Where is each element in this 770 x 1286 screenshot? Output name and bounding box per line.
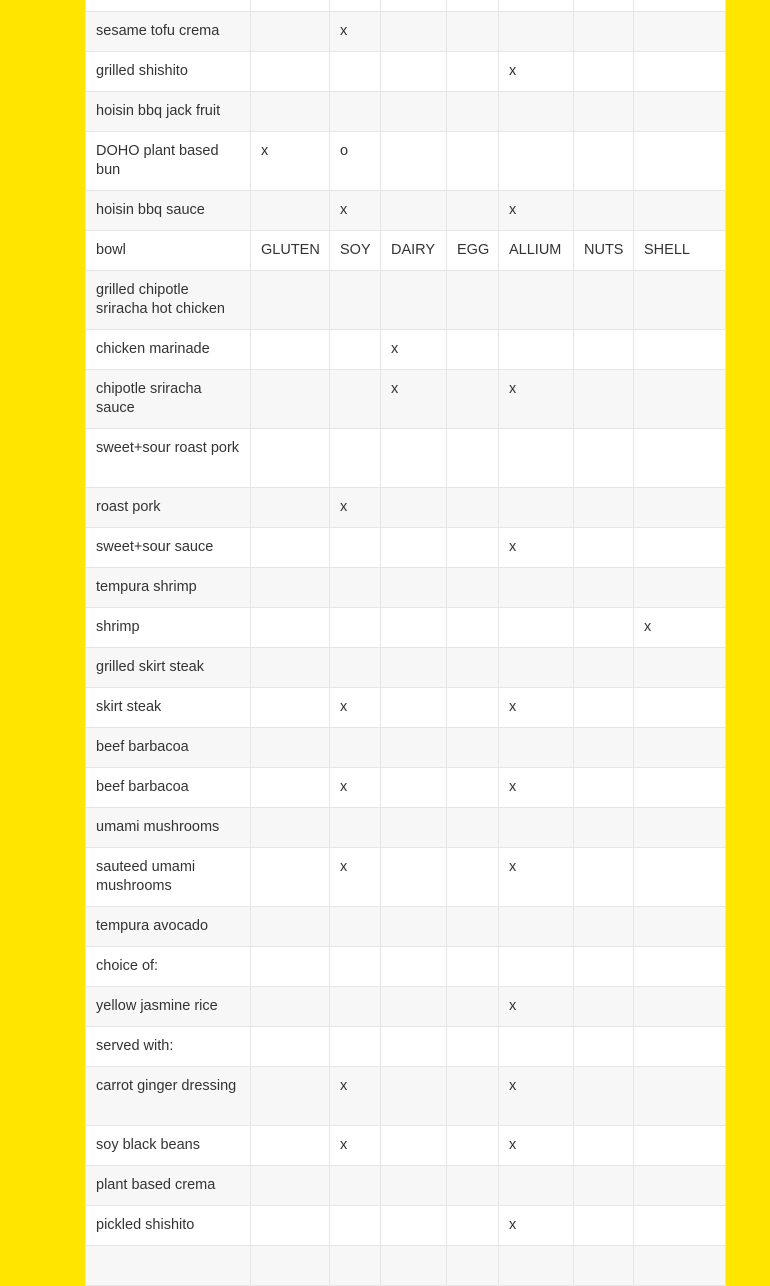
table-row xyxy=(86,1206,726,1246)
allergen-mark-cell xyxy=(447,1067,499,1126)
item-name-cell xyxy=(86,1246,251,1286)
allergen-mark-cell xyxy=(499,12,574,52)
allergen-mark-cell xyxy=(574,92,634,132)
allergen-mark-cell xyxy=(330,987,381,1027)
allergen-mark-cell xyxy=(381,728,447,768)
allergen-mark-cell xyxy=(251,987,330,1027)
allergen-mark-cell xyxy=(447,688,499,728)
allergen-header-cell: DAIRY xyxy=(381,231,447,271)
allergen-mark-cell xyxy=(381,1246,447,1286)
allergen-mark-cell xyxy=(634,330,726,370)
item-name-cell: choice of: xyxy=(86,947,251,987)
allergen-mark-cell xyxy=(447,528,499,568)
allergen-mark-cell xyxy=(251,1027,330,1067)
allergen-mark-cell xyxy=(251,1166,330,1206)
allergen-header-cell: EGG xyxy=(447,231,499,271)
allergen-mark-cell xyxy=(634,132,726,191)
allergen-mark-cell xyxy=(634,1246,726,1286)
allergen-mark-cell xyxy=(251,488,330,528)
allergen-mark-cell xyxy=(251,429,330,488)
allergen-mark-cell xyxy=(330,528,381,568)
allergen-mark-cell xyxy=(330,728,381,768)
allergen-mark-cell xyxy=(634,370,726,429)
table-row xyxy=(86,648,726,688)
allergen-mark-cell xyxy=(381,191,447,231)
allergen-mark-cell xyxy=(574,1126,634,1166)
allergen-mark-cell xyxy=(330,907,381,947)
allergen-mark-cell xyxy=(634,808,726,848)
allergen-mark-cell xyxy=(499,728,574,768)
allergen-mark-cell: x xyxy=(499,52,574,92)
allergen-mark-cell xyxy=(330,1206,381,1246)
allergen-mark-cell xyxy=(447,488,499,528)
allergen-mark-cell xyxy=(574,987,634,1027)
allergen-mark-cell xyxy=(634,848,726,907)
allergen-mark-cell xyxy=(447,132,499,191)
allergen-mark-cell xyxy=(634,1067,726,1126)
allergen-mark-cell xyxy=(381,1206,447,1246)
allergen-table xyxy=(85,0,726,1286)
item-name-cell: umami mushrooms xyxy=(86,808,251,848)
allergen-mark-cell xyxy=(330,92,381,132)
allergen-mark-cell xyxy=(381,0,447,12)
allergen-mark-cell xyxy=(447,608,499,648)
item-name-cell: skirt steak xyxy=(86,688,251,728)
allergen-mark-cell xyxy=(251,1126,330,1166)
allergen-mark-cell xyxy=(574,429,634,488)
allergen-mark-cell xyxy=(447,648,499,688)
allergen-mark-cell xyxy=(499,1166,574,1206)
allergen-mark-cell xyxy=(499,947,574,987)
allergen-mark-cell xyxy=(381,271,447,330)
allergen-mark-cell xyxy=(447,330,499,370)
allergen-mark-cell xyxy=(447,191,499,231)
allergen-mark-cell xyxy=(381,848,447,907)
item-name-cell: sesame tofu crema xyxy=(86,12,251,52)
allergen-mark-cell xyxy=(634,1126,726,1166)
item-name-cell: soy black beans xyxy=(86,1126,251,1166)
allergen-mark-cell: x xyxy=(499,528,574,568)
item-name-cell: chicken marinade xyxy=(86,330,251,370)
allergen-mark-cell xyxy=(634,568,726,608)
allergen-mark-cell: x xyxy=(251,132,330,191)
allergen-mark-cell xyxy=(330,330,381,370)
item-name-cell: yellow jasmine rice xyxy=(86,987,251,1027)
allergen-mark-cell xyxy=(447,808,499,848)
allergen-mark-cell: x xyxy=(499,768,574,808)
allergen-mark-cell xyxy=(574,0,634,12)
table-row xyxy=(86,0,726,12)
allergen-mark-cell xyxy=(447,768,499,808)
allergen-mark-cell xyxy=(634,429,726,488)
table-row xyxy=(86,132,726,191)
table-row xyxy=(86,987,726,1027)
allergen-mark-cell xyxy=(634,12,726,52)
allergen-mark-cell xyxy=(447,52,499,92)
allergen-mark-cell xyxy=(381,768,447,808)
allergen-mark-cell xyxy=(574,608,634,648)
allergen-mark-cell: x xyxy=(499,987,574,1027)
allergen-mark-cell xyxy=(381,12,447,52)
allergen-mark-cell: x xyxy=(330,848,381,907)
allergen-mark-cell: o xyxy=(330,132,381,191)
allergen-mark-cell xyxy=(251,1067,330,1126)
item-name-cell: tempura shrimp xyxy=(86,568,251,608)
allergen-mark-cell xyxy=(499,0,574,12)
table-header-row xyxy=(86,231,726,271)
allergen-mark-cell xyxy=(251,191,330,231)
allergen-mark-cell xyxy=(447,987,499,1027)
allergen-mark-cell xyxy=(634,0,726,12)
allergen-mark-cell xyxy=(251,728,330,768)
item-name-cell: pickled shishito xyxy=(86,1206,251,1246)
allergen-mark-cell xyxy=(381,488,447,528)
allergen-mark-cell xyxy=(381,528,447,568)
allergen-mark-cell xyxy=(330,1246,381,1286)
table-row xyxy=(86,947,726,987)
allergen-mark-cell xyxy=(574,907,634,947)
allergen-mark-cell xyxy=(634,728,726,768)
allergen-mark-cell xyxy=(251,848,330,907)
allergen-mark-cell xyxy=(499,429,574,488)
allergen-mark-cell xyxy=(381,568,447,608)
allergen-mark-cell xyxy=(251,768,330,808)
allergen-mark-cell xyxy=(634,52,726,92)
allergen-mark-cell xyxy=(499,271,574,330)
item-name-cell: plant based crema xyxy=(86,1166,251,1206)
allergen-table-body xyxy=(86,0,726,1286)
table-row xyxy=(86,52,726,92)
allergen-mark-cell xyxy=(381,608,447,648)
table-row xyxy=(86,370,726,429)
allergen-header-cell: SHELL xyxy=(634,231,726,271)
allergen-mark-cell xyxy=(330,947,381,987)
allergen-mark-cell xyxy=(634,1206,726,1246)
allergen-mark-cell xyxy=(447,848,499,907)
allergen-mark-cell xyxy=(447,1206,499,1246)
allergen-mark-cell xyxy=(251,688,330,728)
item-name-cell: carrot ginger dressing xyxy=(86,1067,251,1126)
allergen-mark-cell: x xyxy=(499,1206,574,1246)
allergen-mark-cell: x xyxy=(499,1067,574,1126)
allergen-mark-cell xyxy=(634,907,726,947)
table-row xyxy=(86,688,726,728)
item-name-cell: sauteed umami mushrooms xyxy=(86,848,251,907)
allergen-mark-cell: x xyxy=(499,848,574,907)
table-row xyxy=(86,808,726,848)
allergen-mark-cell xyxy=(634,271,726,330)
allergen-mark-cell xyxy=(499,92,574,132)
allergen-mark-cell xyxy=(634,987,726,1027)
allergen-mark-cell: x xyxy=(499,191,574,231)
allergen-mark-cell xyxy=(381,808,447,848)
item-name-cell: bowl xyxy=(86,231,251,271)
item-name-cell: served with: xyxy=(86,1027,251,1067)
allergen-mark-cell: x xyxy=(330,12,381,52)
allergen-mark-cell xyxy=(381,648,447,688)
allergen-header-cell: ALLIUM xyxy=(499,231,574,271)
item-name-cell: chipotle sriracha sauce xyxy=(86,370,251,429)
allergen-header-cell: NUTS xyxy=(574,231,634,271)
allergen-mark-cell xyxy=(381,907,447,947)
allergen-mark-cell xyxy=(251,947,330,987)
table-row xyxy=(86,271,726,330)
allergen-header-cell: SOY xyxy=(330,231,381,271)
allergen-mark-cell xyxy=(381,1126,447,1166)
table-scroll-area[interactable] xyxy=(85,0,690,1286)
allergen-mark-cell xyxy=(251,568,330,608)
allergen-mark-cell xyxy=(634,1027,726,1067)
allergen-mark-cell xyxy=(574,688,634,728)
allergen-mark-cell xyxy=(574,848,634,907)
allergen-mark-cell xyxy=(634,768,726,808)
allergen-mark-cell: x xyxy=(330,1067,381,1126)
allergen-mark-cell xyxy=(251,528,330,568)
allergen-mark-cell xyxy=(447,429,499,488)
table-row xyxy=(86,488,726,528)
allergen-mark-cell xyxy=(381,1027,447,1067)
allergen-mark-cell xyxy=(381,947,447,987)
allergen-mark-cell xyxy=(574,728,634,768)
allergen-mark-cell xyxy=(381,52,447,92)
item-name-cell: grilled skirt steak xyxy=(86,648,251,688)
item-name-cell: roast pork xyxy=(86,488,251,528)
allergen-mark-cell: x xyxy=(330,191,381,231)
allergen-mark-cell xyxy=(330,52,381,92)
allergen-mark-cell xyxy=(330,568,381,608)
item-name-cell: sweet+sour sauce xyxy=(86,528,251,568)
allergen-mark-cell xyxy=(381,429,447,488)
allergen-mark-cell: x xyxy=(381,330,447,370)
allergen-mark-cell: x xyxy=(330,1126,381,1166)
allergen-mark-cell xyxy=(381,132,447,191)
table-row xyxy=(86,12,726,52)
allergen-mark-cell xyxy=(251,0,330,12)
allergen-mark-cell xyxy=(251,1206,330,1246)
allergen-mark-cell xyxy=(447,568,499,608)
allergen-mark-cell xyxy=(499,608,574,648)
allergen-mark-cell xyxy=(574,528,634,568)
allergen-mark-cell xyxy=(574,648,634,688)
allergen-mark-cell xyxy=(574,947,634,987)
item-name-cell xyxy=(86,0,251,12)
allergen-mark-cell xyxy=(330,808,381,848)
allergen-mark-cell xyxy=(574,568,634,608)
allergen-mark-cell xyxy=(634,488,726,528)
allergen-mark-cell xyxy=(447,728,499,768)
allergen-mark-cell: x xyxy=(499,370,574,429)
allergen-mark-cell: x xyxy=(381,370,447,429)
allergen-mark-cell: x xyxy=(330,688,381,728)
allergen-mark-cell xyxy=(634,947,726,987)
allergen-mark-cell xyxy=(251,608,330,648)
allergen-mark-cell xyxy=(251,52,330,92)
allergen-mark-cell xyxy=(381,92,447,132)
allergen-mark-cell xyxy=(574,768,634,808)
allergen-mark-cell: x xyxy=(634,608,726,648)
allergen-mark-cell xyxy=(574,330,634,370)
allergen-mark-cell xyxy=(499,488,574,528)
allergen-mark-cell xyxy=(499,568,574,608)
item-name-cell: grilled chipotle sriracha hot chicken xyxy=(86,271,251,330)
item-name-cell: beef barbacoa xyxy=(86,768,251,808)
allergen-mark-cell xyxy=(330,608,381,648)
table-row xyxy=(86,1027,726,1067)
table-row xyxy=(86,1166,726,1206)
allergen-mark-cell xyxy=(499,132,574,191)
table-row xyxy=(86,907,726,947)
allergen-mark-cell xyxy=(447,92,499,132)
table-row xyxy=(86,191,726,231)
table-row xyxy=(86,768,726,808)
allergen-mark-cell xyxy=(574,12,634,52)
allergen-mark-cell xyxy=(447,1027,499,1067)
table-row xyxy=(86,92,726,132)
table-row xyxy=(86,728,726,768)
allergen-mark-cell xyxy=(634,648,726,688)
allergen-mark-cell xyxy=(574,52,634,92)
allergen-mark-cell xyxy=(447,947,499,987)
allergen-panel xyxy=(85,0,690,1255)
allergen-mark-cell xyxy=(574,1206,634,1246)
item-name-cell: tempura avocado xyxy=(86,907,251,947)
table-row xyxy=(86,848,726,907)
allergen-mark-cell xyxy=(499,808,574,848)
allergen-mark-cell xyxy=(381,688,447,728)
allergen-mark-cell xyxy=(330,271,381,330)
allergen-mark-cell xyxy=(330,0,381,12)
table-row xyxy=(86,1067,726,1126)
allergen-mark-cell xyxy=(447,1166,499,1206)
allergen-mark-cell xyxy=(251,1246,330,1286)
allergen-mark-cell: x xyxy=(330,768,381,808)
allergen-mark-cell xyxy=(330,1027,381,1067)
allergen-mark-cell xyxy=(447,1246,499,1286)
allergen-mark-cell xyxy=(251,907,330,947)
allergen-mark-cell xyxy=(574,808,634,848)
allergen-mark-cell xyxy=(251,330,330,370)
allergen-mark-cell xyxy=(634,688,726,728)
allergen-mark-cell xyxy=(251,271,330,330)
item-name-cell: beef barbacoa xyxy=(86,728,251,768)
allergen-mark-cell xyxy=(574,132,634,191)
allergen-mark-cell xyxy=(251,12,330,52)
table-row xyxy=(86,528,726,568)
allergen-mark-cell xyxy=(330,429,381,488)
allergen-mark-cell xyxy=(251,370,330,429)
allergen-mark-cell xyxy=(381,1067,447,1126)
allergen-mark-cell xyxy=(634,92,726,132)
allergen-mark-cell xyxy=(634,528,726,568)
allergen-mark-cell xyxy=(499,648,574,688)
item-name-cell: sweet+sour roast pork xyxy=(86,429,251,488)
allergen-mark-cell xyxy=(251,92,330,132)
allergen-mark-cell xyxy=(381,987,447,1027)
table-row xyxy=(86,429,726,488)
allergen-mark-cell xyxy=(447,370,499,429)
allergen-mark-cell xyxy=(574,191,634,231)
allergen-mark-cell xyxy=(634,1166,726,1206)
allergen-mark-cell xyxy=(381,1166,447,1206)
allergen-mark-cell xyxy=(574,1027,634,1067)
item-name-cell: grilled shishito xyxy=(86,52,251,92)
allergen-mark-cell: x xyxy=(499,688,574,728)
table-row xyxy=(86,568,726,608)
table-row xyxy=(86,608,726,648)
allergen-mark-cell xyxy=(447,907,499,947)
allergen-mark-cell xyxy=(634,191,726,231)
table-row xyxy=(86,1246,726,1286)
allergen-mark-cell xyxy=(330,1166,381,1206)
allergen-mark-cell xyxy=(499,330,574,370)
allergen-mark-cell xyxy=(447,1126,499,1166)
allergen-mark-cell xyxy=(251,808,330,848)
allergen-mark-cell xyxy=(330,370,381,429)
allergen-mark-cell xyxy=(499,1246,574,1286)
table-row xyxy=(86,1126,726,1166)
allergen-mark-cell xyxy=(574,1246,634,1286)
allergen-mark-cell: x xyxy=(330,488,381,528)
allergen-header-cell: GLUTEN xyxy=(251,231,330,271)
item-name-cell: hoisin bbq sauce xyxy=(86,191,251,231)
item-name-cell: DOHO plant based bun xyxy=(86,132,251,191)
allergen-mark-cell xyxy=(330,648,381,688)
allergen-mark-cell xyxy=(499,907,574,947)
allergen-mark-cell xyxy=(447,271,499,330)
allergen-mark-cell xyxy=(574,271,634,330)
allergen-mark-cell xyxy=(574,488,634,528)
allergen-mark-cell xyxy=(447,12,499,52)
table-row xyxy=(86,330,726,370)
allergen-mark-cell xyxy=(574,1067,634,1126)
allergen-mark-cell xyxy=(499,1027,574,1067)
allergen-mark-cell xyxy=(574,1166,634,1206)
allergen-mark-cell: x xyxy=(499,1126,574,1166)
allergen-mark-cell xyxy=(447,0,499,12)
item-name-cell: hoisin bbq jack fruit xyxy=(86,92,251,132)
item-name-cell: shrimp xyxy=(86,608,251,648)
allergen-mark-cell xyxy=(251,648,330,688)
allergen-mark-cell xyxy=(574,370,634,429)
